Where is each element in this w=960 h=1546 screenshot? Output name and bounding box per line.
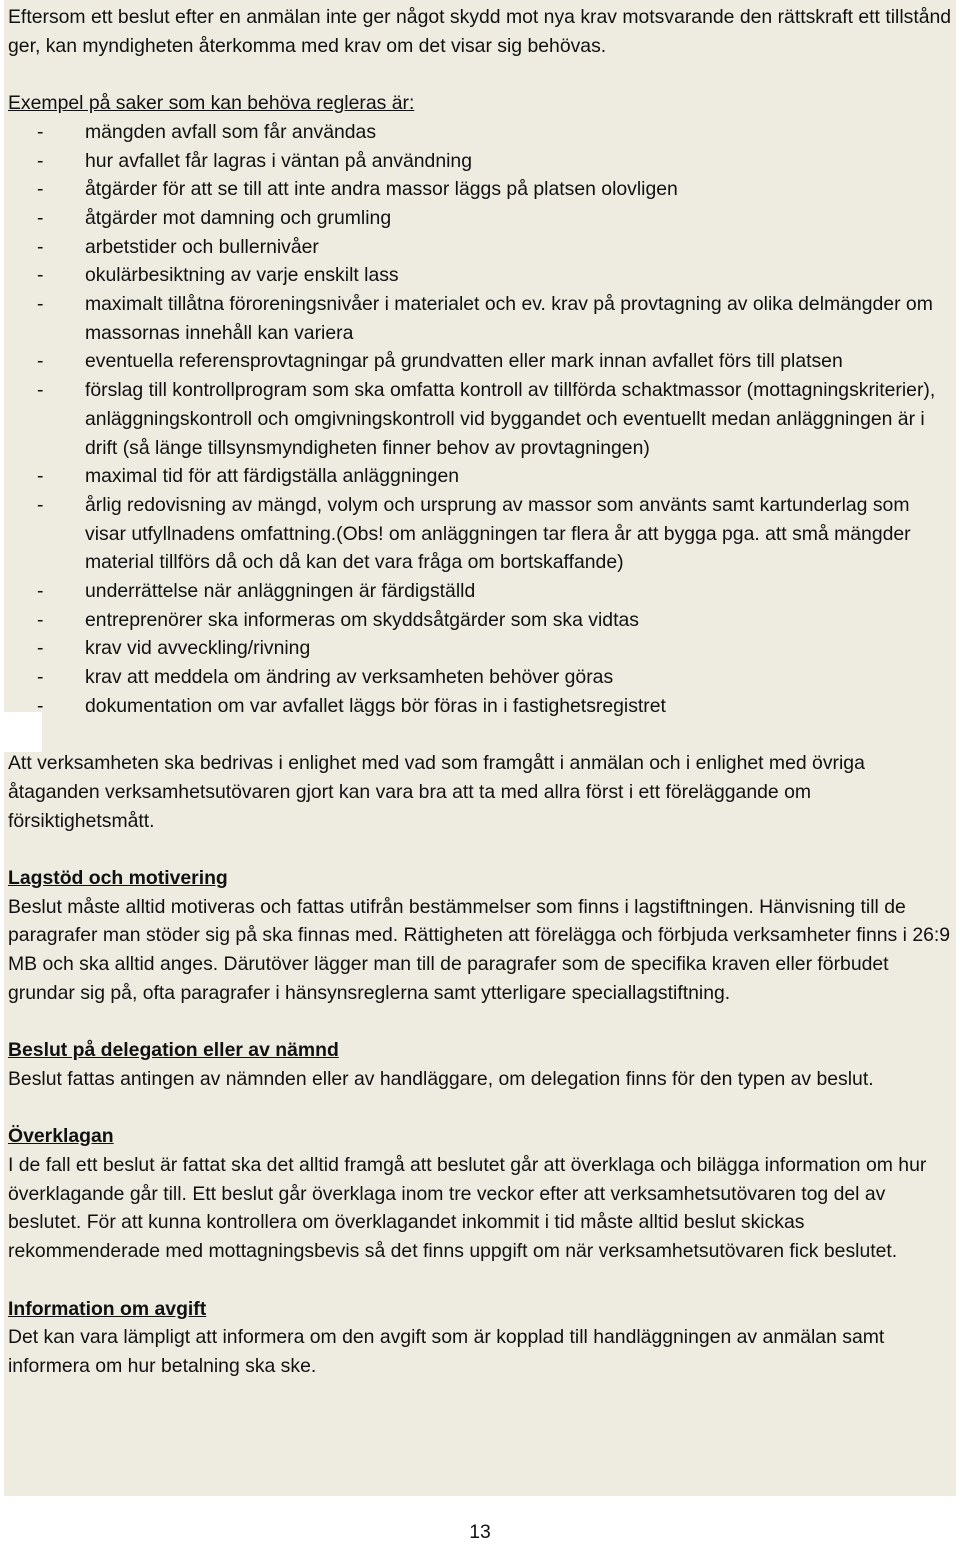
section-body-avgift: Det kan vara lämpligt att informera om den avgift som är kopplad till handläggningen av anmälan samt informera om hur betalning ska ske. (8, 1326, 885, 1377)
list-item-text: krav att meddela om ändring av verksamheten behöver göras (85, 666, 614, 689)
list-item-text: maximalt tillåtna föroreningsnivåer i materialet och ev. krav på provtagning av olika delmängder om massornas innehåll kan variera (85, 293, 933, 344)
dash-bullet: - (37, 350, 44, 373)
dash-bullet: - (37, 120, 44, 143)
list-item-text: hur avfallet får lagras i väntan på användning (85, 149, 472, 172)
dash-bullet: - (37, 235, 44, 258)
dash-bullet: - (37, 580, 44, 603)
list-item-text: underrättelse när anläggningen är färdigställd (85, 580, 476, 603)
dash-bullet: - (37, 149, 44, 172)
section-heading-lagstod: Lagstöd och motivering (8, 867, 228, 890)
section-heading-delegation: Beslut på delegation eller av nämnd (8, 1039, 339, 1062)
list-item-text: entreprenörer ska informeras om skyddsåtgärder som ska vidtas (85, 608, 639, 631)
dash-bullet: - (37, 694, 44, 717)
compliance-paragraph: Att verksamheten ska bedrivas i enlighet med vad som framgått i anmälan och i enlighet med övriga åtaganden verksamhetsutövaren gjort kan vara bra att ta med allra först i ett föreläggande om försiktighetsmått. (8, 752, 865, 832)
list-item (8, 233, 952, 262)
list-item (8, 261, 952, 290)
section-body-lagstod: Beslut måste alltid motiveras och fattas utifrån bestämmelser som finns i lagstiftningen. Hänvisning till de paragrafer man stöder sig på ska finnas med. Rättigheten att förelägga och förbjuda verksamheter finns i 26:9 MB och ska alltid anges. Därutöver lägger man till de paragrafer som de specifika kraven eller förbudet grundar sig på, ofta paragrafer i hänsynsreglerna samt ytterligare speciallagstiftning. (8, 895, 951, 1004)
dash-bullet: - (37, 178, 44, 201)
list-item-text: åtgärder för att se till att inte andra massor läggs på platsen olovligen (85, 178, 678, 201)
list-item (8, 175, 952, 204)
list-item (8, 462, 952, 491)
list-item (8, 634, 952, 663)
list-item (8, 376, 952, 462)
page-number: 13 (469, 1521, 491, 1543)
section-heading-avgift: Information om avgift (8, 1297, 207, 1320)
section-body-overklagan: I de fall ett beslut är fattat ska det alltid framgå att beslutet går att överklaga och bilägga information om hur överklagande går till. Ett beslut går överklaga inom tre veckor efter att verksamhetsutövaren tog del av beslutet. För att kunna kontrollera om överklagandet inkommit i tid måste alltid beslut skickas rekommenderade med mottagningsbevis så det finns uppgift om när verksamhetsutövaren fick beslutet. (8, 1154, 927, 1263)
list-item-text: dokumentation om var avfallet läggs bör föras in i fastighetsregistret (85, 694, 666, 717)
dash-bullet: - (37, 666, 44, 689)
list-item-text: okulärbesiktning av varje enskilt lass (85, 264, 399, 287)
list-item-text: arbetstider och bullernivåer (85, 235, 319, 258)
list-item-text: förslag till kontrollprogram som ska omfatta kontroll av tillförda schaktmassor (mottagningskriterier), anläggningskontroll och omgivningskontroll vid byggandet och eventuellt medan anläggningen är i drift (så länge tillsynsmyndigheten finner behov av provtagningen) (85, 379, 936, 459)
examples-list (8, 118, 952, 721)
list-item (8, 147, 952, 176)
list-item (8, 577, 952, 606)
document-body (8, 3, 952, 1381)
list-item-text: mängden avfall som får användas (85, 120, 377, 143)
dash-bullet: - (37, 293, 44, 316)
dash-bullet: - (37, 493, 44, 516)
list-item (8, 204, 952, 233)
list-item (8, 663, 952, 692)
opening-paragraph: Eftersom ett beslut efter en anmälan inte ger något skydd mot nya krav motsvarande den rättskraft ett tillstånd ger, kan myndigheten återkomma med krav om det visar sig behövas. (8, 6, 952, 57)
dash-bullet: - (37, 608, 44, 631)
list-item (8, 491, 952, 577)
dash-bullet: - (37, 206, 44, 229)
list-item-text: eventuella referensprovtagningar på grundvatten eller mark innan avfallet förs till platsen (85, 350, 843, 373)
list-item (8, 290, 952, 347)
list-item-text: årlig redovisning av mängd, volym och ursprung av massor som använts samt kartunderlag som visar utfyllnadens omfattning.(Obs! om anläggningen tar flera år att bygga pga. att små mängder material tillförs då och då kan det vara fråga om bortskaffande) (85, 493, 911, 574)
list-item-text: åtgärder mot damning och grumling (85, 206, 392, 229)
dash-bullet: - (37, 465, 44, 488)
dash-bullet: - (37, 637, 44, 660)
list-item-text: krav vid avveckling/rivning (85, 637, 311, 660)
list-item (8, 118, 952, 147)
list-item (8, 606, 952, 635)
section-body-delegation: Beslut fattas antingen av nämnden eller av handläggare, om delegation finns för den typen av beslut. (8, 1067, 874, 1090)
dash-bullet: - (37, 264, 44, 287)
dash-bullet: - (37, 379, 44, 402)
section-heading-overklagan: Överklagan (8, 1125, 114, 1148)
list-item (8, 347, 952, 376)
list-item-text: maximal tid för att färdigställa anläggningen (85, 465, 460, 488)
list-item (8, 692, 952, 721)
examples-title: Exempel på saker som kan behöva regleras är: (8, 92, 415, 115)
